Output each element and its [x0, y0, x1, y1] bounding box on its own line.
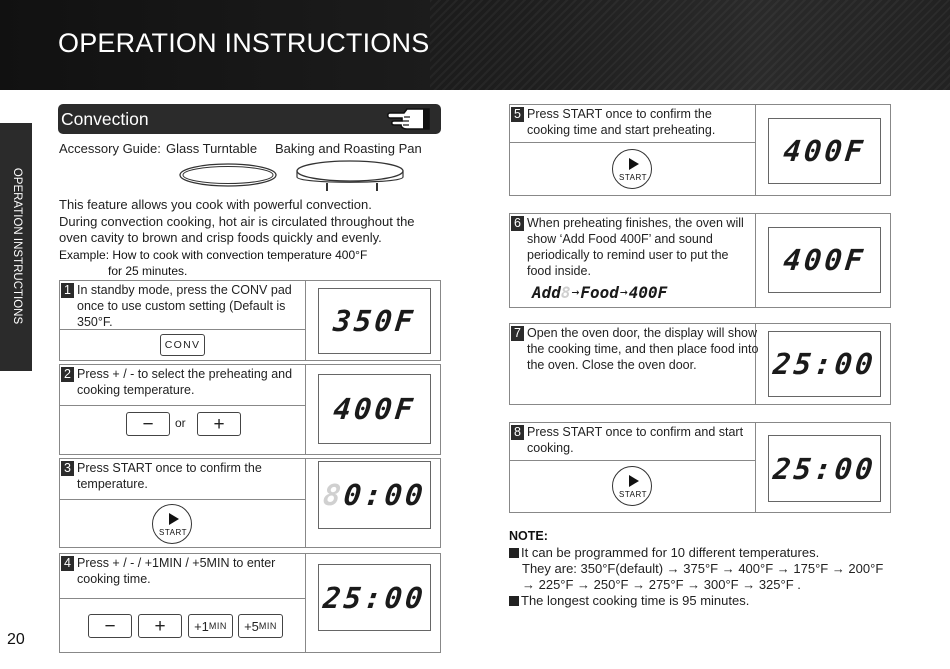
- step-number: 2: [61, 367, 74, 382]
- step-text: Open the oven door, the display will show the cooking time, and then place food into the oven. Close the oven door.: [527, 326, 759, 372]
- step-text: Press START once to confirm the temperature.: [77, 461, 262, 491]
- example-line-2: for 25 minutes.: [108, 264, 188, 278]
- step-number: 1: [61, 283, 74, 298]
- play-icon: [169, 513, 179, 525]
- step-text: Press + / - / +1MIN / +5MIN to enter cooking time.: [77, 556, 276, 586]
- pointing-hand-icon: [385, 105, 433, 133]
- display-readout: [316, 462, 434, 528]
- intro-text: [59, 197, 439, 247]
- conv-button[interactable]: CONV: [160, 334, 205, 356]
- display-readout: 25:00: [771, 347, 878, 381]
- step-number: 4: [61, 556, 74, 571]
- step-number: 6: [511, 216, 524, 231]
- plus-1-min-button[interactable]: +1 MIN: [188, 614, 233, 638]
- display-digits: 0:00: [342, 478, 428, 512]
- display-readout: 400F: [781, 134, 868, 168]
- bullet-square-icon: [509, 548, 519, 558]
- minus-button[interactable]: −: [88, 614, 132, 638]
- start-label: START: [619, 490, 647, 499]
- lcd-display: [318, 288, 431, 354]
- side-tab-label: OPERATION INSTRUCTIONS: [11, 167, 23, 325]
- dim-digit: 8: [560, 282, 571, 302]
- lcd-display: [768, 331, 881, 397]
- minus-button[interactable]: −: [126, 412, 170, 436]
- display-readout: 25:00: [771, 451, 878, 486]
- glass-turntable-icon: [178, 162, 278, 188]
- note-title: NOTE:: [509, 529, 548, 543]
- start-label: START: [159, 528, 187, 537]
- step-text: Press START once to confirm and start cooking.: [527, 425, 744, 455]
- start-button[interactable]: [152, 504, 192, 544]
- play-icon: [629, 158, 639, 170]
- note-line-2: They are: 350°F(default) → 375°F → 400°F → 175°F → 200°F: [522, 561, 884, 576]
- step-1: [59, 280, 441, 361]
- or-label: or: [175, 416, 186, 430]
- step-8: [509, 422, 891, 513]
- accessory-item-baking-pan: Baking and Roasting Pan: [275, 141, 422, 156]
- display-sequence: [532, 282, 667, 302]
- step-3: [59, 458, 441, 548]
- note-line-3: → 225°F → 250°F → 275°F → 300°F → 325°F .: [522, 577, 801, 592]
- step-number: 3: [61, 461, 74, 476]
- dim-digit: 8: [321, 478, 346, 512]
- page-number: 20: [7, 631, 25, 648]
- plus-button[interactable]: +: [197, 412, 241, 436]
- play-icon: [629, 475, 639, 487]
- step-text: In standby mode, press the CONV pad once to use custom setting (Default is 350°F.: [77, 283, 292, 329]
- arrow-icon: →: [619, 284, 628, 300]
- bullet-square-icon: [509, 596, 519, 606]
- sequence-temp: 400F: [628, 282, 668, 302]
- step-number: 8: [511, 425, 524, 440]
- step-number: 7: [511, 326, 524, 341]
- step-4: [59, 553, 441, 653]
- step-text: When preheating finishes, the oven will show ‘Add Food 400F’ and sound periodically to remind user to put the food inside.: [527, 216, 744, 278]
- display-readout: 400F: [331, 392, 418, 426]
- lcd-display: [318, 374, 431, 444]
- start-label: START: [619, 173, 647, 182]
- example-line-1: Example: How to cook with convection temperature 400°F: [59, 248, 368, 262]
- display-readout: 400F: [781, 243, 868, 277]
- page-header: [0, 0, 950, 90]
- lcd-display: [318, 461, 431, 529]
- plus-button[interactable]: +: [138, 614, 182, 638]
- sequence-add: Add: [532, 282, 561, 302]
- step-text: Press START once to confirm the cooking time and start preheating.: [527, 107, 716, 137]
- plus-5-min-button[interactable]: +5 MIN: [238, 614, 283, 638]
- display-readout: 25:00: [321, 580, 428, 615]
- accessory-item-glass-turntable: Glass Turntable: [166, 141, 258, 156]
- accessory-guide-label: Accessory Guide:: [59, 141, 161, 156]
- sequence-food: Food: [580, 282, 619, 302]
- start-button[interactable]: [612, 466, 652, 506]
- baking-pan-icon: [295, 160, 405, 198]
- start-button[interactable]: [612, 149, 652, 189]
- page-title: OPERATION INSTRUCTIONS: [58, 28, 430, 58]
- intro-line-1: This feature allows you cook with powerful convection.: [59, 197, 372, 212]
- arrow-icon: →: [571, 284, 580, 300]
- step-5: [509, 104, 891, 196]
- lcd-display: [768, 227, 881, 293]
- step-7: [509, 323, 891, 405]
- intro-line-2: During convection cooking, hot air is circulated throughout the oven cavity to brown and crisp foods quickly and evenly.: [59, 213, 415, 245]
- note-line-1: It can be programmed for 10 different temperatures.: [509, 545, 819, 560]
- step-2: [59, 364, 441, 455]
- step-number: 5: [511, 107, 524, 122]
- note-line-4: The longest cooking time is 95 minutes.: [509, 593, 749, 608]
- lcd-display: [768, 435, 881, 502]
- lcd-display: [768, 118, 881, 184]
- step-text: Press + / - to select the preheating and cooking temperature.: [77, 367, 293, 397]
- display-readout: 350F: [331, 304, 418, 338]
- section-heading: [58, 104, 441, 134]
- section-title: Convection: [61, 109, 149, 129]
- lcd-display: [318, 564, 431, 631]
